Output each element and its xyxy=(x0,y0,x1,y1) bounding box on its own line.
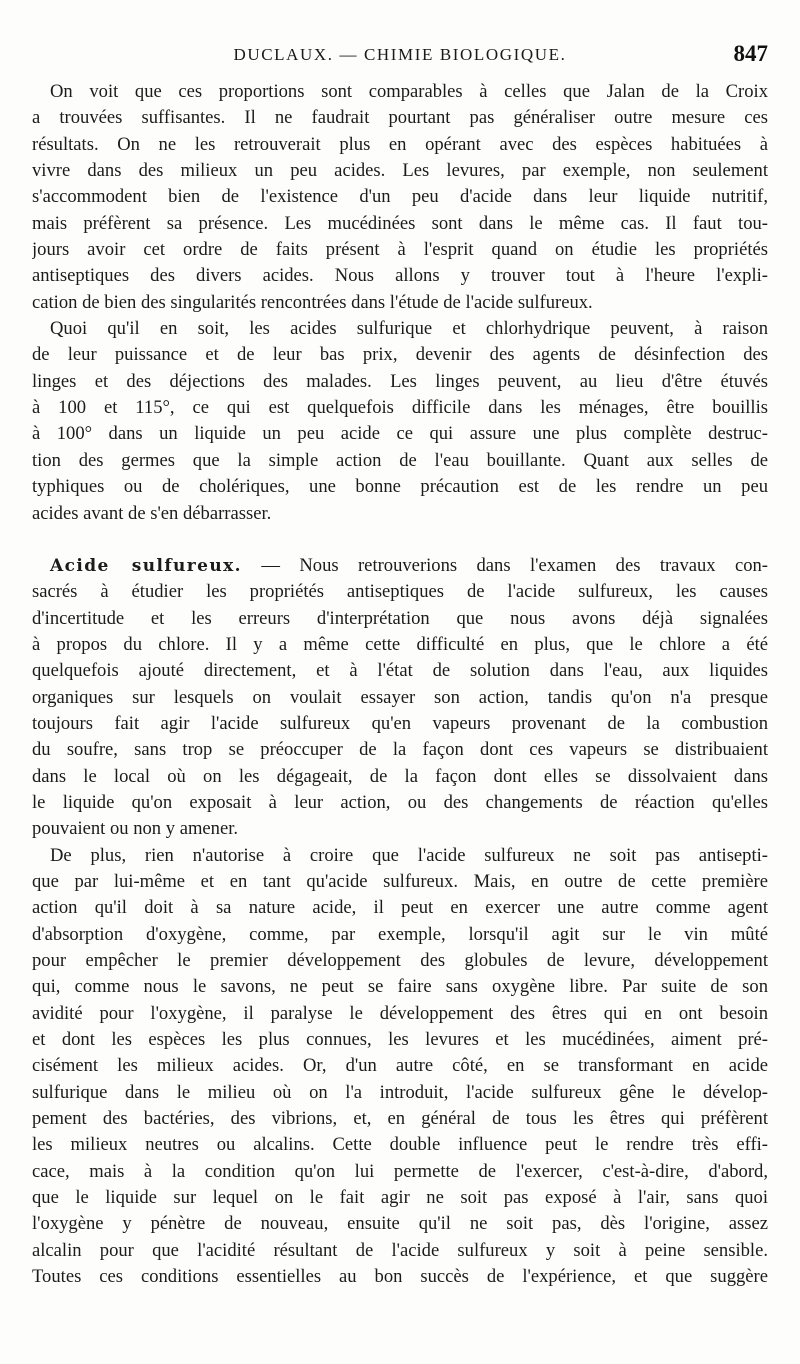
text-line: acides avant de s'en débarrasser. xyxy=(32,502,272,524)
text-line: mais préfèrent sa présence. Les mucédinées sont dans le même cas. Il faut tou- xyxy=(32,212,768,234)
text-line: d'absorption d'oxygène, comme, par exemple, lorsqu'il agit sur le vin mûté xyxy=(32,923,768,945)
text-line: d'incertitude et les erreurs d'interprétation que nous avons déjà signalées xyxy=(32,607,768,629)
section-first-line-text: — Nous retrouverions dans l'examen des travaux con- xyxy=(261,554,768,576)
text-line: antiseptiques des divers acides. Nous allons y trouver tout à l'heure l'expli- xyxy=(32,265,768,287)
text-line: et dont les espèces les plus connues, les levures et les mucédinées, aiment pré- xyxy=(32,1029,768,1051)
text-line: à 100° dans un liquide un peu acide ce qui assure une plus complète destruc- xyxy=(32,423,768,445)
text-line: linges et des déjections des malades. Les linges peuvent, au lieu d'être étuvés xyxy=(32,370,768,392)
text-line: toujours fait agir l'acide sulfureux qu'en vapeurs provenant de la combustion xyxy=(32,712,768,734)
text-line: On voit que ces proportions sont comparables à celles que Jalan de la Croix xyxy=(50,81,768,102)
text-line: à propos du chlore. Il y a même cette difficulté en plus, que le chlore a été xyxy=(32,633,768,655)
text-line: pement des bactéries, des vibrions, et, en général de tous les êtres qui préfèrent xyxy=(32,1108,768,1130)
text-line: l'oxygène y pénètre de nouveau, ensuite qu'il ne soit pas, dès l'origine, assez xyxy=(32,1213,768,1235)
section-first-line xyxy=(32,553,768,579)
text-line: résultats. On ne les retrouverait plus en opérant avec des espèces habituées à xyxy=(32,133,768,155)
text-line: tion des germes que la simple action de l'eau bouillante. Quant aux selles de xyxy=(32,449,768,471)
text-line: alcalin pour que l'acidité résultant de l'acide sulfureux y soit à peine sensible. xyxy=(32,1239,768,1261)
text-line: action qu'il doit à sa nature acide, il peut en exercer une autre comme agent xyxy=(32,897,768,919)
text-line: typhiques ou de cholériques, une bonne précaution est de les rendre un peu xyxy=(32,476,768,498)
section-heading: Acide sulfureux. xyxy=(50,555,242,576)
page-number: 847 xyxy=(733,41,768,66)
text-line: Toutes ces conditions essentielles au bon succès de l'expérience, et que suggère xyxy=(32,1266,768,1288)
text-line: avidité pour l'oxygène, il paralyse le développement des êtres qui en ont besoin xyxy=(32,1002,768,1024)
text-line: à 100 et 115°, ce qui est quelquefois difficile dans les ménages, être bouillis xyxy=(32,397,768,419)
text-line: De plus, rien n'autorise à croire que l'acide sulfureux ne soit pas antisepti- xyxy=(50,844,768,866)
text-line: a trouvées suffisantes. Il ne faudrait pourtant pas généraliser outre mesure ces xyxy=(32,107,768,129)
text-line: cisément les milieux acides. Or, d'un autre côté, en se transformant en acide xyxy=(32,1055,768,1077)
text-line: les milieux neutres ou alcalins. Cette double influence peut le rendre très effi- xyxy=(32,1134,768,1156)
text-line: cation de bien des singularités rencontrées dans l'étude de l'acide sulfureux. xyxy=(32,291,593,313)
running-head: DUCLAUX. — CHIMIE BIOLOGIQUE. xyxy=(233,45,567,64)
page-header xyxy=(32,41,768,71)
text-line: s'accommodent bien de l'existence d'un peu d'acide dans leur liquide nutritif, xyxy=(32,186,768,208)
text-line: que par lui-même et en tant qu'acide sulfureux. Mais, en outre de cette première xyxy=(32,870,768,892)
text-line: que le liquide sur lequel on le fait agir ne soit pas exposé à l'air, sans quoi xyxy=(32,1187,768,1209)
text-line: jours avoir cet ordre de faits présent à l'esprit quand on étudie les propriétés xyxy=(32,239,768,261)
text-line: pour empêcher le premier développement des globules de levure, développement xyxy=(32,950,768,971)
text-line: Quoi qu'il en soit, les acides sulfurique et chlorhydrique peuvent, à raison xyxy=(50,318,768,340)
text-line: dans le local où on les dégageait, de la façon dont elles se dissolvaient dans xyxy=(32,765,768,787)
text-line: du soufre, sans trop se préoccuper de la façon dont ces vapeurs se distribuaient xyxy=(32,739,768,761)
text-line: organiques sur lesquels on voulait essayer son action, tandis qu'on n'a presque xyxy=(32,686,768,708)
text-line: quelquefois ajouté directement, et à l'état de solution dans l'eau, aux liquides xyxy=(32,660,768,682)
text-line: qui, comme nous le savons, ne peut se faire sans oxygène libre. Par suite de son xyxy=(32,976,768,998)
text-line: pouvaient ou non y amener. xyxy=(32,818,239,840)
text-line: cace, mais à la condition qu'on lui permette de l'exercer, c'est-à-dire, d'abord, xyxy=(32,1160,768,1182)
text-line: sulfurique dans le milieu où on l'a introduit, l'acide sulfureux gêne le dévelop- xyxy=(32,1081,768,1103)
text-line: de leur puissance et de leur bas prix, devenir des agents de désinfection des xyxy=(32,344,768,366)
text-line: le liquide qu'on exposait à leur action, ou des changements de réaction qu'elles xyxy=(32,791,768,813)
body-text xyxy=(32,79,768,1290)
text-line: sacrés à étudier les propriétés antiseptiques de l'acide sulfureux, les causes xyxy=(32,581,768,603)
paragraph-gap xyxy=(32,527,768,553)
text-line: vivre dans des milieux un peu acides. Les levures, par exemple, non seulement xyxy=(32,160,768,182)
